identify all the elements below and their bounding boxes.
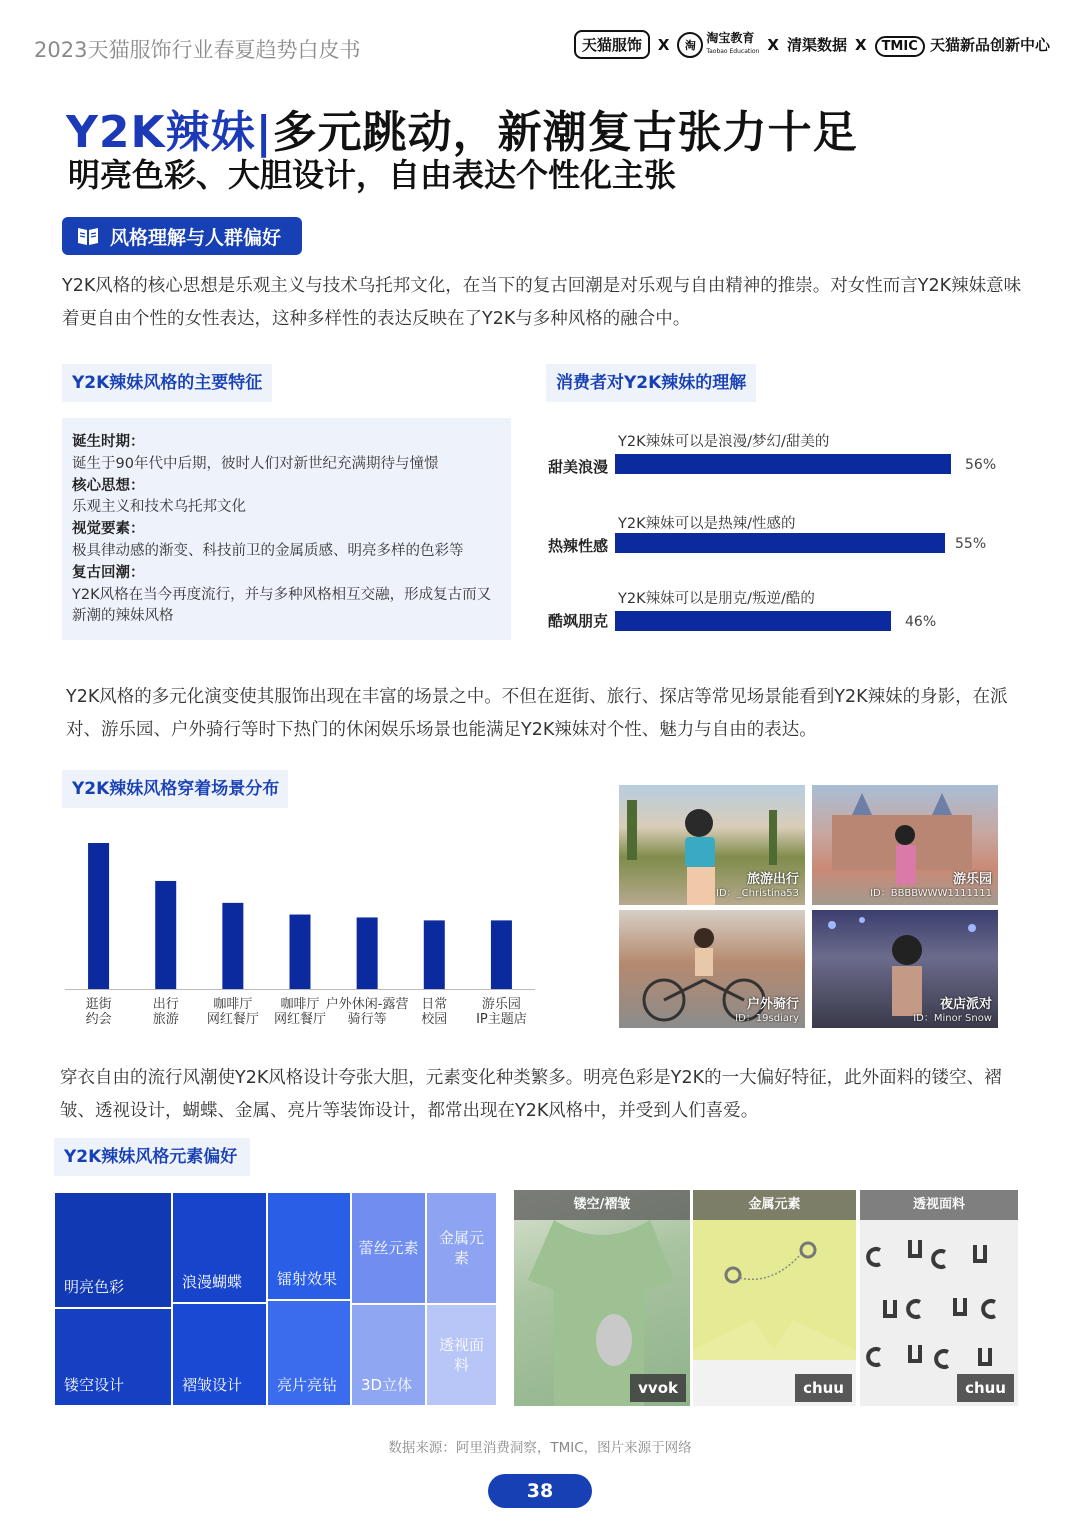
feature-label: 视觉要素： (72, 521, 145, 538)
tmic-text: 天猫新品创新中心 (929, 36, 1050, 54)
feature-text: 诞生于90年代中后期，彼时人们对新世纪充满期待与憧憬 (72, 455, 439, 472)
title-rest: 多元跳动，新潮复古张力十足 (272, 107, 858, 158)
treemap-cell: 明亮色彩 (55, 1193, 172, 1308)
photo-caption (913, 998, 992, 1026)
scene-distribution-chart (60, 830, 550, 1035)
feature-text: 乐观主义和技术乌托邦文化 (72, 499, 246, 516)
photo-caption-title: 户外骑行 (746, 997, 799, 1012)
feature-text: Y2K风格在当今再度流行，并与多种风格相互交融，形成复古而又新潮的辣妹风格 (72, 586, 492, 625)
photo-caption-id: ID：_Christina53 (716, 888, 799, 899)
understanding-category: 甜美浪漫 (548, 458, 609, 476)
photo-caption (870, 873, 992, 901)
chart-category-label: IP主题店 (476, 1012, 527, 1027)
features-heading: Y2K辣妹风格的主要特征 (62, 364, 272, 402)
element-photo-tag: 透视面料 (860, 1190, 1018, 1220)
taobao-badge-icon: 淘 (677, 32, 703, 58)
chart-bar (88, 843, 109, 989)
scene-photo-cycling (619, 910, 805, 1028)
features-box (62, 418, 511, 640)
taobao-education-logo (677, 32, 759, 58)
chart-category-label: 出行 (152, 997, 179, 1012)
elements-treemap (55, 1193, 496, 1405)
taobao-education-sub: Taobao Education (706, 47, 760, 55)
title-divider: | (255, 107, 273, 158)
treemap-cell: 金属元素 (427, 1193, 496, 1304)
data-source: 数据来源：阿里消费洞察，TMIC，图片来源于网络 (388, 1440, 692, 1456)
qingqu-data-logo: 清渠数据 (786, 36, 847, 54)
scene-photo-nightclub (812, 910, 998, 1028)
treemap-cell: 透视面料 (427, 1305, 496, 1405)
chart-category-label: 户外休闲-露营 (325, 997, 409, 1012)
chart-bar (155, 881, 176, 989)
chart-bar (424, 920, 445, 989)
scene-photo-amusement-park (812, 785, 998, 905)
chart-category-label: 咖啡厅 (280, 997, 320, 1012)
element-photo-sheer (860, 1190, 1018, 1406)
element-photo-tag: 金属元素 (693, 1190, 856, 1220)
understanding-category: 热辣性感 (548, 537, 609, 555)
chart-category-label: 咖啡厅 (213, 997, 253, 1012)
intro-paragraph: Y2K风格的核心思想是乐观主义与技术乌托邦文化，在当下的复古回潮是对乐观与自由精神的推崇。对女性而言Y2K辣妹意味着更自由个性的女性表达，这种多样性的表达反映在了Y2K与多种风格的融合中。 (62, 276, 1022, 329)
feature-label: 诞生时期： (72, 434, 145, 450)
photo-caption-id: ID：19sdiary (735, 1013, 799, 1024)
chart-category-label: 网红餐厅 (206, 1012, 259, 1027)
chart-category-label: 网红餐厅 (273, 1012, 327, 1027)
chart-category-label: 逛街 (85, 997, 112, 1012)
elements-heading: Y2K辣妹风格元素偏好 (54, 1138, 250, 1176)
understanding-value: 46% (905, 614, 937, 630)
element-photo-cutout (514, 1190, 690, 1406)
logo-separator: X (767, 35, 779, 54)
understanding-bar (615, 533, 945, 553)
photo-caption-id: ID：BBBBWWW1111111 (870, 888, 992, 899)
understanding-value: 55% (955, 536, 987, 552)
taobao-education-name: 淘宝教育 (706, 30, 755, 45)
chart-bar (357, 917, 378, 989)
photo-caption-title: 夜店派对 (939, 997, 992, 1012)
chart-bar (222, 903, 243, 989)
tmic-badge: TMIC (875, 36, 925, 57)
chart-category-label: 校园 (421, 1012, 448, 1027)
page-subtitle: 明亮色彩、大胆设计，自由表达个性化主张 (68, 156, 677, 194)
photo-caption (735, 998, 799, 1026)
understanding-value: 56% (965, 457, 997, 473)
tmic-logo (875, 34, 1050, 55)
treemap-cell: 亮片亮钻 (268, 1301, 351, 1405)
document-title: 2023天猫服饰行业春夏趋势白皮书 (34, 38, 361, 62)
photo-caption-title: 游乐园 (952, 872, 992, 887)
chart-category-label: 旅游 (152, 1012, 179, 1027)
treemap-cell: 褶皱设计 (173, 1304, 267, 1405)
brand-label: chuu (795, 1374, 852, 1402)
scene-photo-travel (619, 785, 805, 905)
partner-logos (574, 30, 1050, 59)
understanding-bar (615, 454, 951, 474)
logo-separator: X (854, 35, 867, 54)
title-accent: Y2K辣妹 (66, 107, 256, 158)
understanding-question: Y2K辣妹可以是热辣/性感的 (618, 516, 796, 532)
element-photo-metal (693, 1190, 856, 1406)
scenes-paragraph: Y2K风格的多元化演变使其服饰出现在丰富的场景之中。不但在逛街、旅行、探店等常见场景能看到Y2K辣妹的身影，在派对、游乐园、户外骑行等时下热门的休闲娱乐场景也能满足Y2K辣妹对个性、魅力与自由的表达。 (66, 687, 1008, 740)
feature-label: 复古回潮： (72, 564, 145, 581)
logo-separator: X (657, 35, 670, 54)
chart-category-label: 骑行等 (347, 1012, 387, 1027)
section-label-text: 风格理解与人群偏好 (110, 226, 282, 249)
treemap-cell: 浪漫蝴蝶 (173, 1193, 267, 1303)
chart-bar (491, 920, 512, 989)
book-icon (76, 226, 100, 246)
photo-caption-title: 旅游出行 (746, 872, 799, 887)
brand-label: chuu (957, 1374, 1014, 1402)
understanding-question: Y2K辣妹可以是朋克/叛逆/酷的 (618, 591, 815, 607)
photo-caption (716, 873, 799, 901)
element-photo-tag: 镂空/褶皱 (514, 1190, 690, 1220)
treemap-cell: 3D立体 (352, 1305, 426, 1405)
chart-category-label: 约会 (85, 1012, 112, 1027)
photo-caption-id: ID：Minor Snow (913, 1013, 992, 1024)
treemap-cell: 镭射效果 (268, 1193, 351, 1300)
understanding-bar (615, 611, 891, 631)
chart-bar (290, 915, 311, 989)
treemap-cell: 蕾丝元素 (352, 1193, 426, 1304)
elements-paragraph: 穿衣自由的流行风潮使Y2K风格设计夸张大胆，元素变化种类繁多。明亮色彩是Y2K的一大偏好特征，此外面料的镂空、褶皱、透视设计，蝴蝶、金属、亮片等装饰设计，都常出现在Y2K风格中，并受到人们喜爱。 (60, 1068, 1002, 1121)
scene-chart-heading: Y2K辣妹风格穿着场景分布 (62, 770, 288, 808)
understanding-question: Y2K辣妹可以是浪漫/梦幻/甜美的 (618, 434, 830, 450)
understanding-heading: 消费者对Y2K辣妹的理解 (546, 364, 756, 402)
treemap-cell: 镂空设计 (55, 1309, 172, 1405)
chart-category-label: 日常 (421, 997, 448, 1012)
feature-text: 极具律动感的渐变、科技前卫的金属质感、明亮多样的色彩等 (72, 542, 464, 559)
chart-category-label: 游乐园 (481, 997, 521, 1012)
feature-label: 核心思想： (72, 477, 145, 494)
understanding-category: 酷飒朋克 (548, 612, 609, 630)
brand-label: vvok (630, 1374, 686, 1402)
page-number: 38 (488, 1474, 592, 1508)
tmall-fashion-logo: 天猫服饰 (574, 30, 650, 59)
section-label (62, 217, 302, 255)
